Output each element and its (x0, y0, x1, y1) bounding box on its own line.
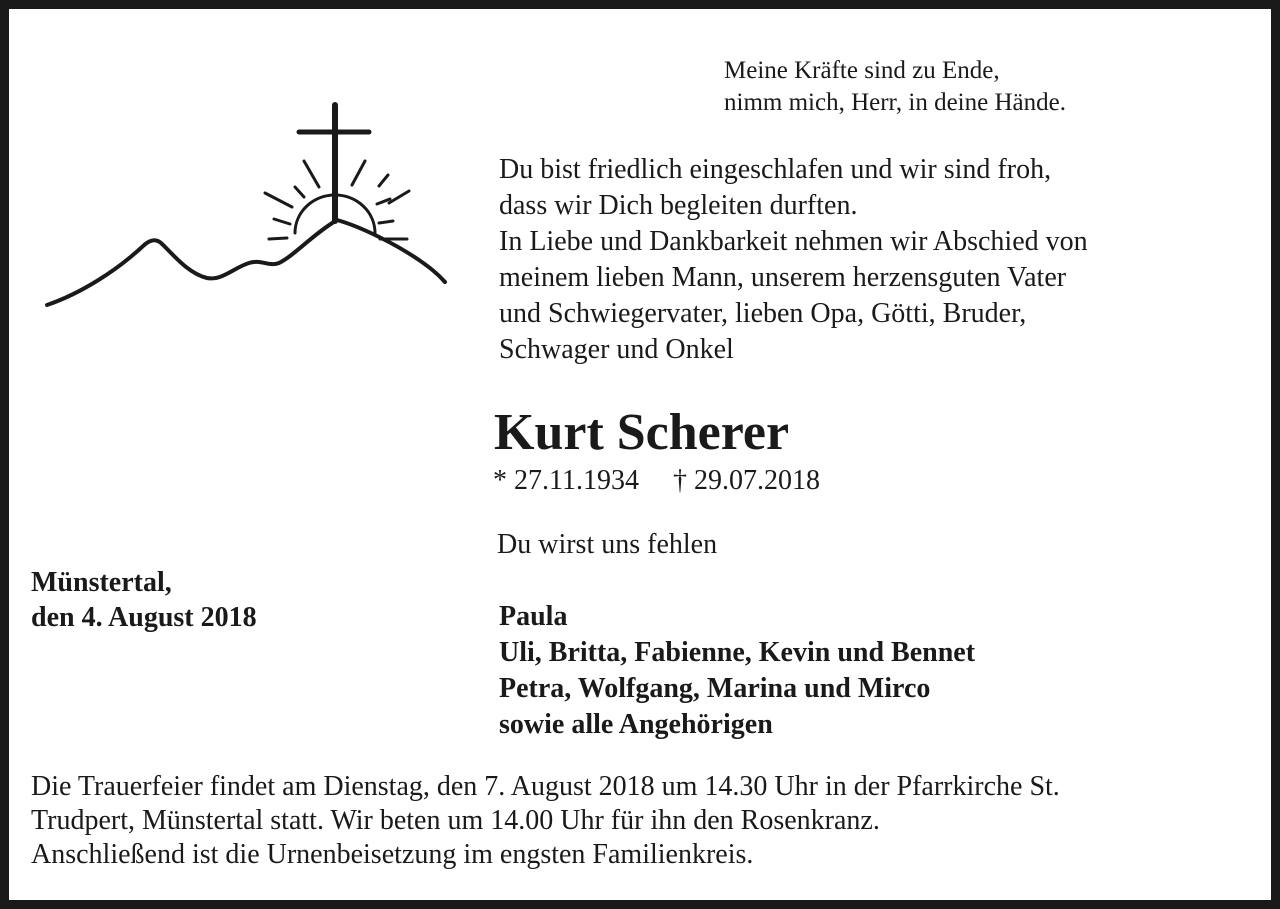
closing-phrase: Du wirst uns fehlen (497, 529, 718, 560)
message-line: Schwager und Onkel (499, 334, 734, 365)
place-city: Münstertal, (31, 567, 172, 598)
verse-line: nimm mich, Herr, in deine Hände. (724, 89, 1066, 116)
mourner-line: Petra, Wolfgang, Marina und Mirco (499, 673, 931, 704)
service-line: Trudpert, Münstertal statt. Wir beten um 14.00 Uhr für ihn den Rosenkranz. (31, 805, 880, 836)
message-line: dass wir Dich begleiten durften. (499, 190, 858, 221)
service-line: Anschließend ist die Urnenbeisetzung im engsten Familienkreis. (31, 839, 754, 870)
message-line: Du bist friedlich eingeschlafen und wir sind froh, (499, 154, 1052, 185)
message-line: und Schwiegervater, lieben Opa, Götti, Bruder, (499, 298, 1027, 329)
death-date: † 29.07.2018 (672, 465, 820, 496)
service-line: Die Trauerfeier findet am Dienstag, den 7. August 2018 um 14.30 Uhr in der Pfarrkirche St. (31, 771, 1060, 802)
message-line: In Liebe und Dankbarkeit nehmen wir Abschied von (499, 226, 1088, 257)
service-information (31, 770, 1060, 872)
notice-date: den 4. August 2018 (31, 602, 257, 633)
life-dates (493, 464, 820, 498)
mourners-list (499, 599, 975, 743)
verse-line: Meine Kräfte sind zu Ende, (724, 57, 1000, 84)
message-line: meinem lieben Mann, unserem herzensguten Vater (499, 262, 1067, 293)
farewell-message (499, 152, 1088, 368)
deceased-name: Kurt Scherer (494, 404, 790, 461)
mourner-line: sowie alle Angehörigen (499, 709, 773, 740)
verse (724, 55, 1066, 119)
birth-date: * 27.11.1934 (493, 465, 639, 496)
mourner-line: Paula (499, 601, 568, 632)
cross-sunrise-mountain-icon (37, 95, 457, 320)
mourner-line: Uli, Britta, Fabienne, Kevin und Bennet (499, 637, 976, 668)
place-and-date (31, 565, 257, 635)
